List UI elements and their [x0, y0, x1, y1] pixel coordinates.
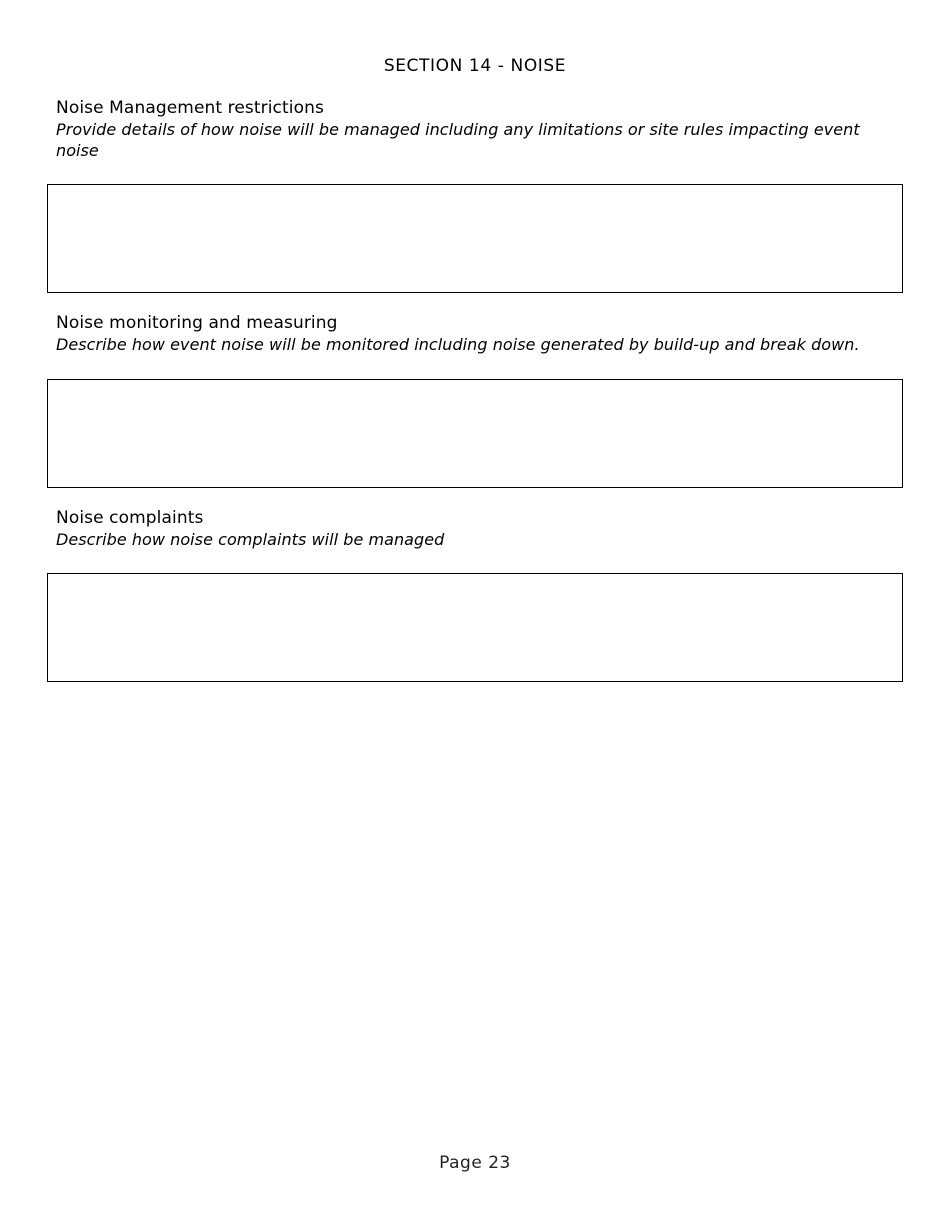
- noise-complaints-label: Noise complaints: [56, 508, 204, 528]
- noise-monitoring-group: [47, 313, 903, 355]
- noise-management-restrictions-label: Noise Management restrictions: [56, 98, 324, 118]
- noise-management-restrictions-group: [47, 98, 903, 161]
- noise-monitoring-help: Describe how event noise will be monitored including noise generated by build-up and break down.: [56, 335, 860, 354]
- noise-complaints-input[interactable]: [47, 573, 903, 682]
- noise-management-restrictions-input[interactable]: [47, 184, 903, 293]
- section-title: SECTION 14 - NOISE: [383, 56, 567, 76]
- noise-complaints-help: Describe how noise complaints will be managed: [56, 530, 445, 549]
- noise-complaints-group: [47, 508, 903, 550]
- noise-monitoring-label: Noise monitoring and measuring: [56, 313, 338, 333]
- noise-management-restrictions-help: Provide details of how noise will be managed including any limitations or site rules impacting event noise: [56, 120, 860, 160]
- page-number: Page 23: [439, 1153, 511, 1173]
- noise-monitoring-input[interactable]: [47, 379, 903, 488]
